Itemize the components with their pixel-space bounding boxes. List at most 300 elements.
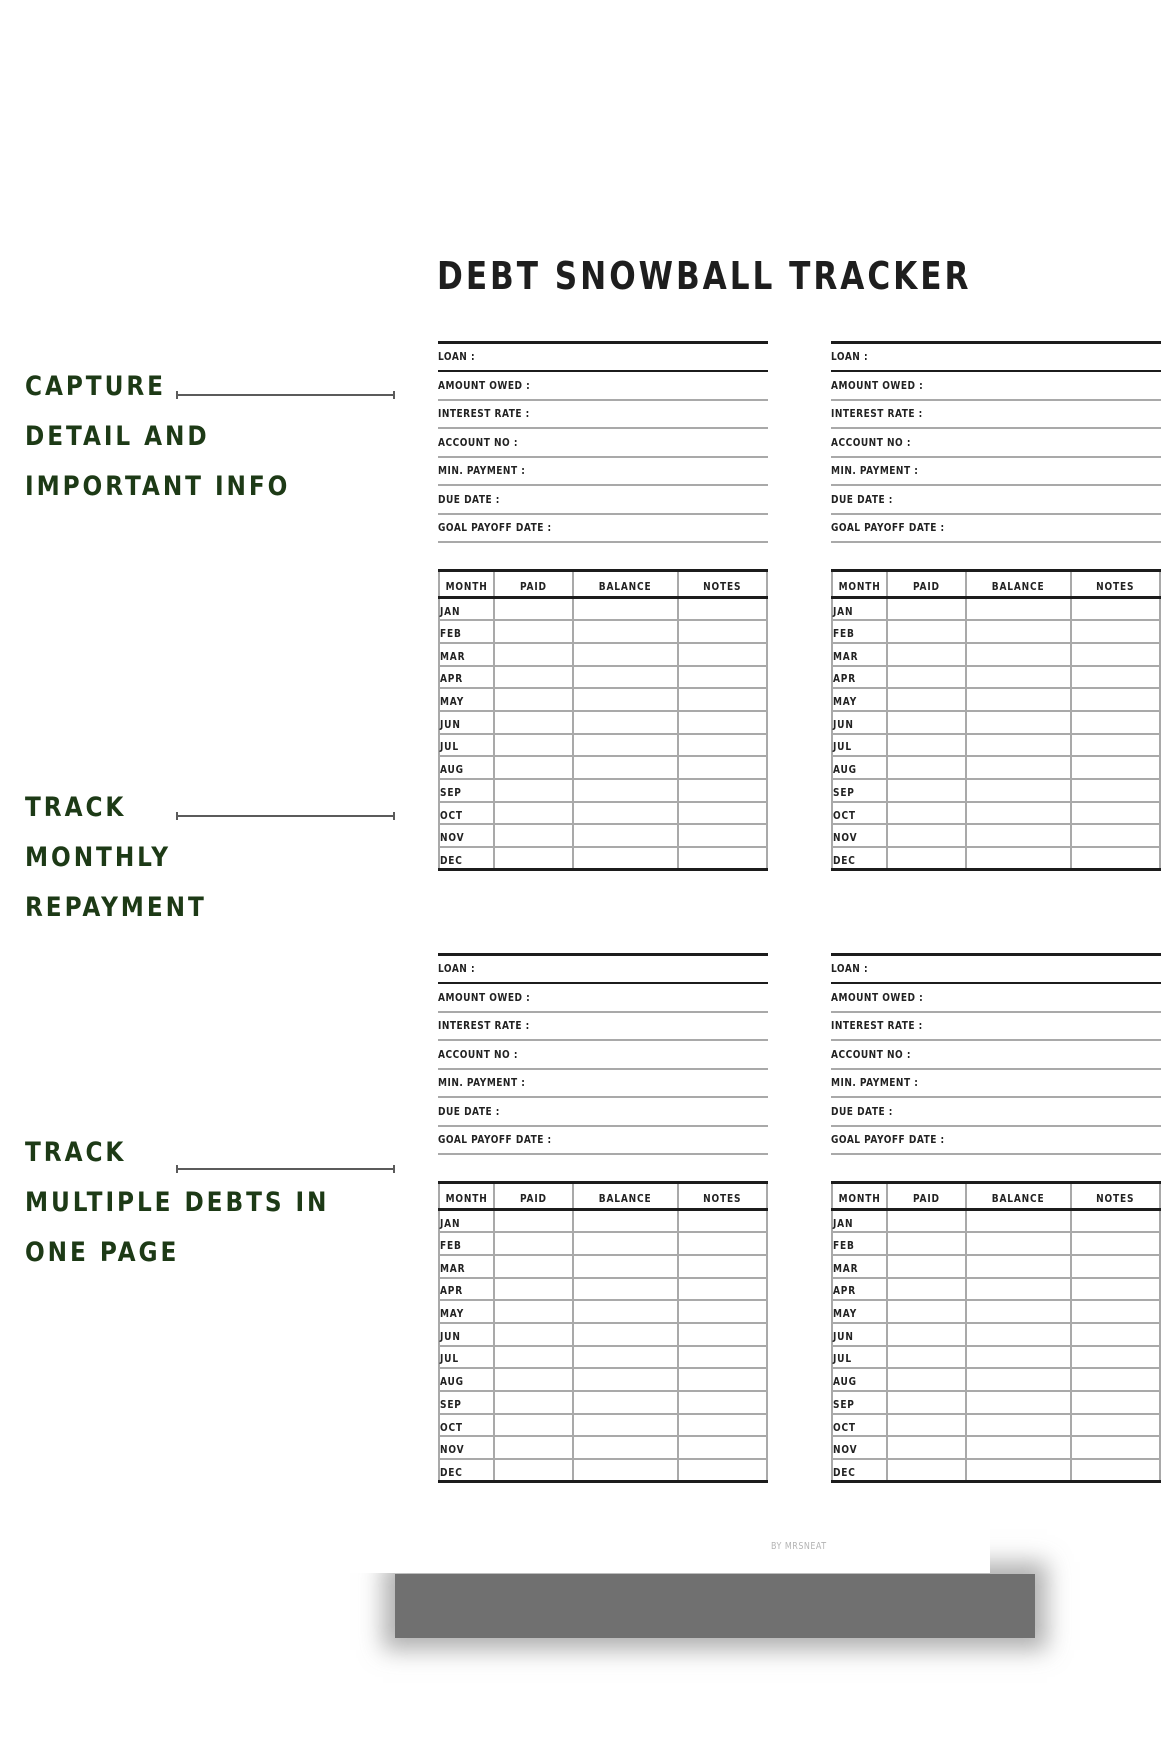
balance-cell[interactable] [573, 802, 677, 825]
table-row [832, 734, 1160, 757]
column-header-balance: BALANCE [573, 571, 677, 598]
table-row [439, 779, 767, 802]
month-cell: NOV [832, 824, 887, 847]
notes-cell[interactable] [678, 1459, 767, 1482]
notes-cell[interactable] [678, 1391, 767, 1414]
debt-info-section [438, 341, 768, 543]
account-no-field[interactable]: ACCOUNT NO : [438, 1041, 768, 1070]
paid-cell[interactable] [494, 1278, 573, 1301]
balance-cell[interactable] [573, 688, 677, 711]
debt-block-2 [831, 341, 1161, 871]
interest-rate-field[interactable]: INTEREST RATE : [831, 1013, 1161, 1042]
notes-cell[interactable] [678, 1300, 767, 1323]
month-cell: OCT [832, 802, 887, 825]
due-date-field[interactable]: DUE DATE : [831, 486, 1161, 515]
monthly-repayment-table [438, 569, 768, 871]
table-row [832, 666, 1160, 689]
table-row [832, 779, 1160, 802]
balance-cell[interactable] [573, 1459, 677, 1482]
amount-owed-field[interactable]: AMOUNT OWED : [438, 372, 768, 401]
month-cell: OCT [439, 802, 494, 825]
notes-cell[interactable] [1071, 711, 1160, 734]
paid-cell[interactable] [887, 1391, 966, 1414]
min-payment-field[interactable]: MIN. PAYMENT : [831, 1070, 1161, 1099]
balance-cell[interactable] [573, 1278, 677, 1301]
amount-owed-field[interactable]: AMOUNT OWED : [831, 372, 1161, 401]
table-row [832, 1436, 1160, 1459]
table-row [832, 847, 1160, 870]
interest-rate-field[interactable]: INTEREST RATE : [438, 1013, 768, 1042]
table-row [832, 688, 1160, 711]
balance-cell[interactable] [573, 666, 677, 689]
table-row [439, 666, 767, 689]
paid-cell[interactable] [494, 1210, 573, 1233]
notes-cell[interactable] [678, 666, 767, 689]
table-row [832, 756, 1160, 779]
notes-cell[interactable] [678, 802, 767, 825]
notes-cell[interactable] [678, 711, 767, 734]
column-header-month: MONTH [832, 1183, 887, 1210]
balance-cell[interactable] [966, 1300, 1070, 1323]
paid-cell[interactable] [494, 1368, 573, 1391]
month-cell: SEP [832, 779, 887, 802]
paid-cell[interactable] [494, 688, 573, 711]
notes-cell[interactable] [1071, 598, 1160, 621]
notes-cell[interactable] [1071, 620, 1160, 643]
callout-line: DETAIL AND [25, 421, 210, 452]
paid-cell[interactable] [494, 779, 573, 802]
table-row [832, 711, 1160, 734]
notes-cell[interactable] [678, 1232, 767, 1255]
table-row [439, 1368, 767, 1391]
table-row [439, 1278, 767, 1301]
notes-cell[interactable] [1071, 1436, 1160, 1459]
paid-cell[interactable] [494, 1391, 573, 1414]
notes-cell[interactable] [678, 1210, 767, 1233]
month-cell: AUG [439, 1368, 494, 1391]
table-row [832, 1368, 1160, 1391]
notes-cell[interactable] [1071, 1414, 1160, 1437]
table-row [439, 1436, 767, 1459]
table-row [439, 802, 767, 825]
goal-payoff-date-field[interactable]: GOAL PAYOFF DATE : [438, 515, 768, 544]
table-row [439, 1232, 767, 1255]
month-cell: OCT [832, 1414, 887, 1437]
balance-cell[interactable] [966, 598, 1070, 621]
notes-cell[interactable] [678, 1346, 767, 1369]
balance-cell[interactable] [966, 734, 1070, 757]
callout-line: CAPTURE [25, 371, 166, 402]
month-cell: NOV [439, 1436, 494, 1459]
table-row [439, 756, 767, 779]
table-row [439, 688, 767, 711]
notes-cell[interactable] [1071, 1255, 1160, 1278]
callout-line: MONTHLY [25, 842, 172, 873]
notes-cell[interactable] [678, 734, 767, 757]
notes-cell[interactable] [1071, 643, 1160, 666]
callout-line: TRACK [25, 792, 127, 823]
table-row [832, 1232, 1160, 1255]
month-cell: MAY [439, 688, 494, 711]
balance-cell[interactable] [573, 1232, 677, 1255]
notes-cell[interactable] [1071, 1368, 1160, 1391]
paid-cell[interactable] [494, 598, 573, 621]
paid-cell[interactable] [494, 1232, 573, 1255]
paid-cell[interactable] [494, 1323, 573, 1346]
table-row [439, 734, 767, 757]
paid-cell[interactable] [494, 1459, 573, 1482]
paid-cell[interactable] [887, 802, 966, 825]
paid-cell[interactable] [887, 756, 966, 779]
notes-cell[interactable] [678, 824, 767, 847]
column-header-notes: NOTES [1071, 1183, 1160, 1210]
paid-cell[interactable] [494, 847, 573, 870]
paid-cell[interactable] [887, 643, 966, 666]
month-cell: JAN [439, 598, 494, 621]
column-header-notes: NOTES [678, 1183, 767, 1210]
month-cell: JUL [439, 1346, 494, 1369]
balance-cell[interactable] [966, 1368, 1070, 1391]
table-row [832, 1414, 1160, 1437]
table-row [439, 711, 767, 734]
callout-line: ONE PAGE [25, 1237, 180, 1268]
table-row [439, 643, 767, 666]
notes-cell[interactable] [1071, 779, 1160, 802]
paid-cell[interactable] [887, 1436, 966, 1459]
account-no-field[interactable]: ACCOUNT NO : [831, 1041, 1161, 1070]
paid-cell[interactable] [494, 802, 573, 825]
balance-cell[interactable] [966, 620, 1070, 643]
balance-cell[interactable] [573, 1391, 677, 1414]
balance-cell[interactable] [573, 620, 677, 643]
table-row [439, 1255, 767, 1278]
balance-cell[interactable] [966, 666, 1070, 689]
month-cell: NOV [439, 824, 494, 847]
notes-cell[interactable] [1071, 802, 1160, 825]
paid-cell[interactable] [887, 620, 966, 643]
balance-cell[interactable] [966, 1278, 1070, 1301]
paid-cell[interactable] [494, 711, 573, 734]
goal-payoff-date-field[interactable]: GOAL PAYOFF DATE : [831, 1127, 1161, 1156]
column-header-month: MONTH [439, 1183, 494, 1210]
notes-cell[interactable] [678, 598, 767, 621]
column-header-paid: PAID [887, 1183, 966, 1210]
monthly-repayment-table [438, 1181, 768, 1483]
balance-cell[interactable] [966, 1391, 1070, 1414]
month-cell: FEB [439, 1232, 494, 1255]
balance-cell[interactable] [966, 1255, 1070, 1278]
balance-cell[interactable] [573, 1255, 677, 1278]
notes-cell[interactable] [1071, 734, 1160, 757]
paid-cell[interactable] [494, 1346, 573, 1369]
paid-cell[interactable] [887, 824, 966, 847]
debt-block-1 [438, 341, 768, 871]
balance-cell[interactable] [573, 779, 677, 802]
month-cell: MAY [832, 1300, 887, 1323]
column-header-paid: PAID [494, 1183, 573, 1210]
connector-line-icon [176, 1168, 395, 1170]
loan-field[interactable]: LOAN : [438, 350, 476, 363]
paid-cell[interactable] [887, 1300, 966, 1323]
table-row [832, 598, 1160, 621]
column-header-month: MONTH [439, 571, 494, 598]
balance-cell[interactable] [573, 1300, 677, 1323]
table-row [439, 1300, 767, 1323]
paid-cell[interactable] [494, 1414, 573, 1437]
due-date-field[interactable]: DUE DATE : [831, 1098, 1161, 1127]
balance-cell[interactable] [966, 1210, 1070, 1233]
month-cell: MAR [832, 1255, 887, 1278]
interest-rate-field[interactable]: INTEREST RATE : [831, 401, 1161, 430]
balance-cell[interactable] [966, 847, 1070, 870]
table-row [439, 1210, 767, 1233]
notes-cell[interactable] [678, 779, 767, 802]
paid-cell[interactable] [887, 779, 966, 802]
paid-cell[interactable] [887, 1323, 966, 1346]
month-cell: APR [832, 666, 887, 689]
paid-cell[interactable] [494, 643, 573, 666]
table-header-row [832, 1183, 1160, 1210]
balance-cell[interactable] [966, 802, 1070, 825]
paid-cell[interactable] [887, 1346, 966, 1369]
month-cell: JUN [439, 1323, 494, 1346]
paid-cell[interactable] [494, 1255, 573, 1278]
notes-cell[interactable] [1071, 1459, 1160, 1482]
paid-cell[interactable] [494, 1436, 573, 1459]
notes-cell[interactable] [678, 847, 767, 870]
page-drop-shadow [395, 1574, 1035, 1638]
notes-cell[interactable] [678, 643, 767, 666]
balance-cell[interactable] [573, 734, 677, 757]
balance-cell[interactable] [966, 1346, 1070, 1369]
column-header-notes: NOTES [678, 571, 767, 598]
balance-cell[interactable] [573, 598, 677, 621]
table-row [832, 1300, 1160, 1323]
balance-cell[interactable] [573, 711, 677, 734]
amount-owed-field[interactable]: AMOUNT OWED : [438, 984, 768, 1013]
notes-cell[interactable] [1071, 1210, 1160, 1233]
notes-cell[interactable] [678, 1278, 767, 1301]
table-row [832, 824, 1160, 847]
debt-block-4 [831, 953, 1161, 1483]
debt-info-section [438, 953, 768, 1155]
paid-cell[interactable] [494, 620, 573, 643]
table-header-row [832, 571, 1160, 598]
due-date-field[interactable]: DUE DATE : [438, 1098, 768, 1127]
table-row [439, 824, 767, 847]
account-no-field[interactable]: ACCOUNT NO : [438, 429, 768, 458]
table-row [832, 643, 1160, 666]
balance-cell[interactable] [573, 1436, 677, 1459]
month-cell: AUG [439, 756, 494, 779]
month-cell: MAR [439, 643, 494, 666]
month-cell: MAY [832, 688, 887, 711]
notes-cell[interactable] [1071, 847, 1160, 870]
connector-line-icon [176, 394, 395, 396]
paid-cell[interactable] [887, 1210, 966, 1233]
month-cell: JUL [832, 1346, 887, 1369]
month-cell: JUN [439, 711, 494, 734]
paid-cell[interactable] [887, 1278, 966, 1301]
table-row [832, 1459, 1160, 1482]
balance-cell[interactable] [966, 1414, 1070, 1437]
balance-cell[interactable] [966, 711, 1070, 734]
page-title: DEBT SNOWBALL TRACKER [437, 254, 972, 298]
notes-cell[interactable] [1071, 666, 1160, 689]
notes-cell[interactable] [678, 1323, 767, 1346]
month-cell: JUN [832, 711, 887, 734]
table-row [439, 1323, 767, 1346]
callout-line: MULTIPLE DEBTS IN [25, 1187, 330, 1218]
balance-cell[interactable] [573, 1323, 677, 1346]
goal-payoff-date-field[interactable]: GOAL PAYOFF DATE : [831, 515, 1161, 544]
paid-cell[interactable] [887, 1459, 966, 1482]
column-header-balance: BALANCE [573, 1183, 677, 1210]
month-cell: SEP [439, 1391, 494, 1414]
table-row [439, 1414, 767, 1437]
notes-cell[interactable] [1071, 1232, 1160, 1255]
min-payment-field[interactable]: MIN. PAYMENT : [438, 458, 768, 487]
column-header-balance: BALANCE [966, 1183, 1070, 1210]
min-payment-field[interactable]: MIN. PAYMENT : [831, 458, 1161, 487]
notes-cell[interactable] [1071, 688, 1160, 711]
loan-field[interactable]: LOAN : [831, 350, 869, 363]
paid-cell[interactable] [887, 734, 966, 757]
paid-cell[interactable] [887, 1255, 966, 1278]
paid-cell[interactable] [887, 1368, 966, 1391]
notes-cell[interactable] [1071, 1300, 1160, 1323]
notes-cell[interactable] [678, 1255, 767, 1278]
table-row [439, 1459, 767, 1482]
table-row [832, 1391, 1160, 1414]
amount-owed-field[interactable]: AMOUNT OWED : [831, 984, 1161, 1013]
balance-cell[interactable] [966, 824, 1070, 847]
balance-cell[interactable] [573, 847, 677, 870]
table-row [832, 1323, 1160, 1346]
month-cell: SEP [439, 779, 494, 802]
month-cell: FEB [832, 620, 887, 643]
column-header-paid: PAID [887, 571, 966, 598]
notes-cell[interactable] [1071, 1278, 1160, 1301]
notes-cell[interactable] [678, 1368, 767, 1391]
table-row [832, 1346, 1160, 1369]
month-cell: MAR [832, 643, 887, 666]
balance-cell[interactable] [966, 779, 1070, 802]
month-cell: NOV [832, 1436, 887, 1459]
notes-cell[interactable] [678, 1436, 767, 1459]
column-header-paid: PAID [494, 571, 573, 598]
debt-info-section [831, 953, 1161, 1155]
table-row [439, 620, 767, 643]
notes-cell[interactable] [1071, 1323, 1160, 1346]
month-cell: MAR [439, 1255, 494, 1278]
month-cell: FEB [832, 1232, 887, 1255]
month-cell: AUG [832, 1368, 887, 1391]
table-row [439, 1391, 767, 1414]
callout-line: REPAYMENT [25, 892, 207, 923]
month-cell: JAN [832, 598, 887, 621]
connector-line-icon [176, 815, 395, 817]
paid-cell[interactable] [494, 666, 573, 689]
month-cell: OCT [439, 1414, 494, 1437]
paid-cell[interactable] [494, 756, 573, 779]
balance-cell[interactable] [573, 1414, 677, 1437]
notes-cell[interactable] [678, 1414, 767, 1437]
notes-cell[interactable] [1071, 1391, 1160, 1414]
notes-cell[interactable] [1071, 1346, 1160, 1369]
paid-cell[interactable] [494, 734, 573, 757]
due-date-field[interactable]: DUE DATE : [438, 486, 768, 515]
callout-capture-detail [25, 362, 290, 512]
balance-cell[interactable] [573, 643, 677, 666]
month-cell: DEC [832, 1459, 887, 1482]
month-cell: AUG [832, 756, 887, 779]
month-cell: MAY [439, 1300, 494, 1323]
month-cell: JAN [439, 1210, 494, 1233]
notes-cell[interactable] [678, 688, 767, 711]
balance-cell[interactable] [573, 1368, 677, 1391]
balance-cell[interactable] [966, 756, 1070, 779]
callout-line: TRACK [25, 1137, 127, 1168]
balance-cell[interactable] [966, 688, 1070, 711]
paid-cell[interactable] [887, 666, 966, 689]
month-cell: DEC [832, 847, 887, 870]
paid-cell[interactable] [887, 711, 966, 734]
paid-cell[interactable] [887, 1232, 966, 1255]
interest-rate-field[interactable]: INTEREST RATE : [438, 401, 768, 430]
month-cell: DEC [439, 847, 494, 870]
balance-cell[interactable] [573, 1346, 677, 1369]
balance-cell[interactable] [966, 1459, 1070, 1482]
table-row [439, 847, 767, 870]
paid-cell[interactable] [887, 688, 966, 711]
monthly-repayment-table [831, 1181, 1161, 1483]
loan-field[interactable]: LOAN : [831, 962, 869, 975]
table-header-row [439, 1183, 767, 1210]
credit-text: BY MRSNEAT [771, 1541, 827, 1552]
notes-cell[interactable] [678, 620, 767, 643]
month-cell: APR [439, 666, 494, 689]
account-no-field[interactable]: ACCOUNT NO : [831, 429, 1161, 458]
balance-cell[interactable] [966, 1232, 1070, 1255]
debt-info-section [831, 341, 1161, 543]
notes-cell[interactable] [1071, 756, 1160, 779]
balance-cell[interactable] [573, 824, 677, 847]
column-header-notes: NOTES [1071, 571, 1160, 598]
loan-field[interactable]: LOAN : [438, 962, 476, 975]
monthly-repayment-table [831, 569, 1161, 871]
balance-cell[interactable] [573, 1210, 677, 1233]
balance-cell[interactable] [966, 1436, 1070, 1459]
paid-cell[interactable] [887, 598, 966, 621]
notes-cell[interactable] [1071, 824, 1160, 847]
paid-cell[interactable] [887, 1414, 966, 1437]
paid-cell[interactable] [494, 1300, 573, 1323]
paid-cell[interactable] [494, 824, 573, 847]
month-cell: APR [439, 1278, 494, 1301]
notes-cell[interactable] [678, 756, 767, 779]
goal-payoff-date-field[interactable]: GOAL PAYOFF DATE : [438, 1127, 768, 1156]
min-payment-field[interactable]: MIN. PAYMENT : [438, 1070, 768, 1099]
balance-cell[interactable] [573, 756, 677, 779]
paid-cell[interactable] [887, 847, 966, 870]
column-header-month: MONTH [832, 571, 887, 598]
table-row [832, 802, 1160, 825]
callout-track-monthly [25, 783, 207, 933]
column-header-balance: BALANCE [966, 571, 1070, 598]
balance-cell[interactable] [966, 643, 1070, 666]
balance-cell[interactable] [966, 1323, 1070, 1346]
